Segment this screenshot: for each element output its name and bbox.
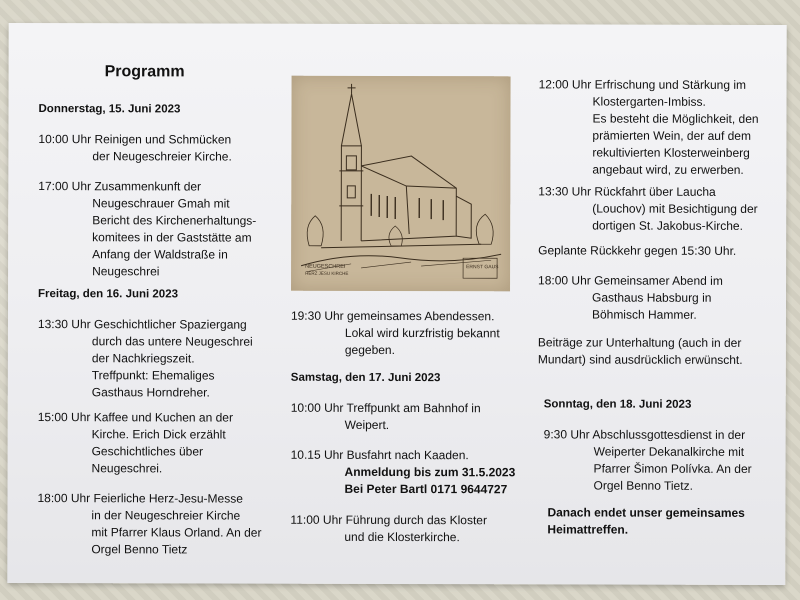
registration-deadline: Anmeldung bis zum 31.5.2023: [344, 464, 516, 480]
entry-line: 10:00 Uhr Treffpunkt am Bahnhof in: [290, 400, 481, 416]
entry-fri-1930: [291, 308, 500, 360]
registration-contact: Bei Peter Bartl 0171 9644727: [344, 481, 508, 497]
entry-line: 19:30 Uhr gemeinsames Abendessen.: [290, 308, 495, 324]
entry-line: Lokal wird kurzfristig bekannt: [344, 325, 500, 341]
entry-line: Pfarrer Šimon Polívka. An der: [593, 461, 752, 476]
entry-fri-1500: [38, 409, 233, 478]
day-heading-thursday: Donnerstag, 15. Juni 2023: [38, 103, 181, 116]
entry-line: Orgel Benno Tietz.: [593, 478, 693, 493]
entry-sun-0930: [544, 426, 752, 495]
entry-fri-1330: [38, 316, 253, 402]
entry-line: Heimattreffen.: [547, 522, 629, 537]
entry-line: der Nachkriegszeit.: [91, 351, 195, 366]
entry-line: Bericht des Kirchenerhaltungs-: [92, 213, 257, 228]
entry-line: Geschichtliches über: [91, 444, 204, 459]
entry-line: in der Neugeschreier Kirche: [91, 508, 241, 523]
entry-line: Mundart) sind ausdrücklich erwünscht.: [537, 352, 743, 367]
entry-line: Danach endet unser gemeinsames: [547, 505, 745, 520]
entry-line: der Neugeschreier Kirche.: [92, 149, 232, 164]
entry-line: angebaut wird, zu erwerben.: [592, 162, 744, 177]
entry-line: mit Pfarrer Klaus Orland. An der: [91, 525, 262, 540]
entry-line: prämierten Wein, der auf dem: [592, 128, 751, 143]
entry-line: (Louchov) mit Besichtigung der: [592, 201, 758, 216]
entry-line: Anfang der Waldstraße in: [92, 247, 228, 262]
entry-thu-1700: [38, 178, 256, 281]
entry-sat-1200: [538, 76, 758, 179]
entry-sat-1330: [538, 183, 758, 235]
planned-return: Geplante Rückkehr gegen 15:30 Uhr.: [538, 243, 737, 258]
entry-line: Beiträge zur Unterhaltung (auch in der: [537, 335, 742, 350]
entry-line: Kirche. Erich Dick erzählt: [91, 427, 226, 442]
program-sheet: [7, 23, 786, 585]
entry-line: 13:30 Uhr Rückfahrt über Laucha: [538, 184, 716, 199]
entry-line: 11:00 Uhr Führung durch das Kloster: [290, 512, 488, 528]
entertainment-note: [538, 334, 743, 369]
entry-line: Gasthaus Habsburg in: [591, 290, 712, 305]
entry-line: Treffpunkt: Ehemaliges: [91, 368, 215, 383]
entry-line: Neugeschrei: [92, 264, 160, 279]
entry-line: komitees in der Gaststätte am: [92, 230, 252, 245]
entry-sat-1800: [538, 272, 723, 323]
entry-line: Es besteht die Möglichkeit, den: [592, 111, 759, 126]
entry-fri-1800: [37, 490, 261, 559]
entry-line: Klostergarten-Imbiss.: [592, 94, 706, 109]
closing-note: [547, 504, 745, 539]
entry-sat-1015: [290, 447, 515, 499]
church-drawing: [291, 76, 511, 292]
entry-line: dortigen St. Jakobus-Kirche.: [592, 218, 743, 233]
entry-line: 9:30 Uhr Abschlussgottesdienst in der: [543, 427, 746, 442]
entry-line: Orgel Benno Tietz: [91, 542, 188, 557]
entry-line: durch das untere Neugeschrei: [91, 334, 253, 349]
day-heading-saturday: Samstag, den 17. Juni 2023: [290, 371, 441, 385]
entry-line: gegeben.: [344, 342, 395, 357]
entry-line: 10:00 Uhr Reinigen und Schmücken: [38, 132, 232, 147]
entry-line: 13:30 Uhr Geschichtlicher Spaziergang: [37, 317, 247, 332]
entry-line: 15:00 Uhr Kaffee und Kuchen an der: [37, 410, 233, 425]
entry-line: Böhmisch Hammer.: [591, 307, 697, 322]
entry-sat-1100: [290, 512, 487, 547]
entry-line: 18:00 Uhr Feierliche Herz-Jesu-Messe: [37, 491, 243, 506]
entry-line: und die Klosterkirche.: [344, 529, 460, 545]
entry-line: Neugeschrei.: [91, 461, 163, 476]
entry-thu-1000: [38, 131, 231, 166]
entry-line: 18:00 Uhr Gemeinsamer Abend im: [538, 273, 723, 288]
entry-line: Neugeschrauer Gmah mit: [92, 196, 230, 211]
entry-line: rekultivierten Klosterweinberg: [592, 145, 750, 160]
sketch-caption-sub: HERZ JESU KIRCHE: [305, 270, 349, 276]
entry-line: 12:00 Uhr Erfrischung und Stärkung im: [538, 77, 747, 92]
church-sketch: [291, 76, 511, 292]
signature-text: ERNST GAUS: [466, 264, 499, 271]
entry-line: 10.15 Uhr Busfahrt nach Kaaden.: [290, 447, 469, 463]
entry-line: Weiperter Dekanalkirche mit: [593, 444, 745, 459]
entry-sat-1000: [291, 400, 481, 434]
entry-line: 17:00 Uhr Zusammenkunft der: [38, 179, 202, 194]
sketch-caption: NEUGESCHREI: [305, 263, 346, 270]
day-heading-friday: Freitag, den 16. Juni 2023: [38, 288, 179, 301]
entry-line: Weipert.: [344, 417, 390, 432]
entry-line: Gasthaus Horndreher.: [91, 385, 210, 400]
day-heading-sunday: Sonntag, den 18. Juni 2023: [543, 398, 692, 411]
program-title: Programm: [104, 63, 185, 81]
